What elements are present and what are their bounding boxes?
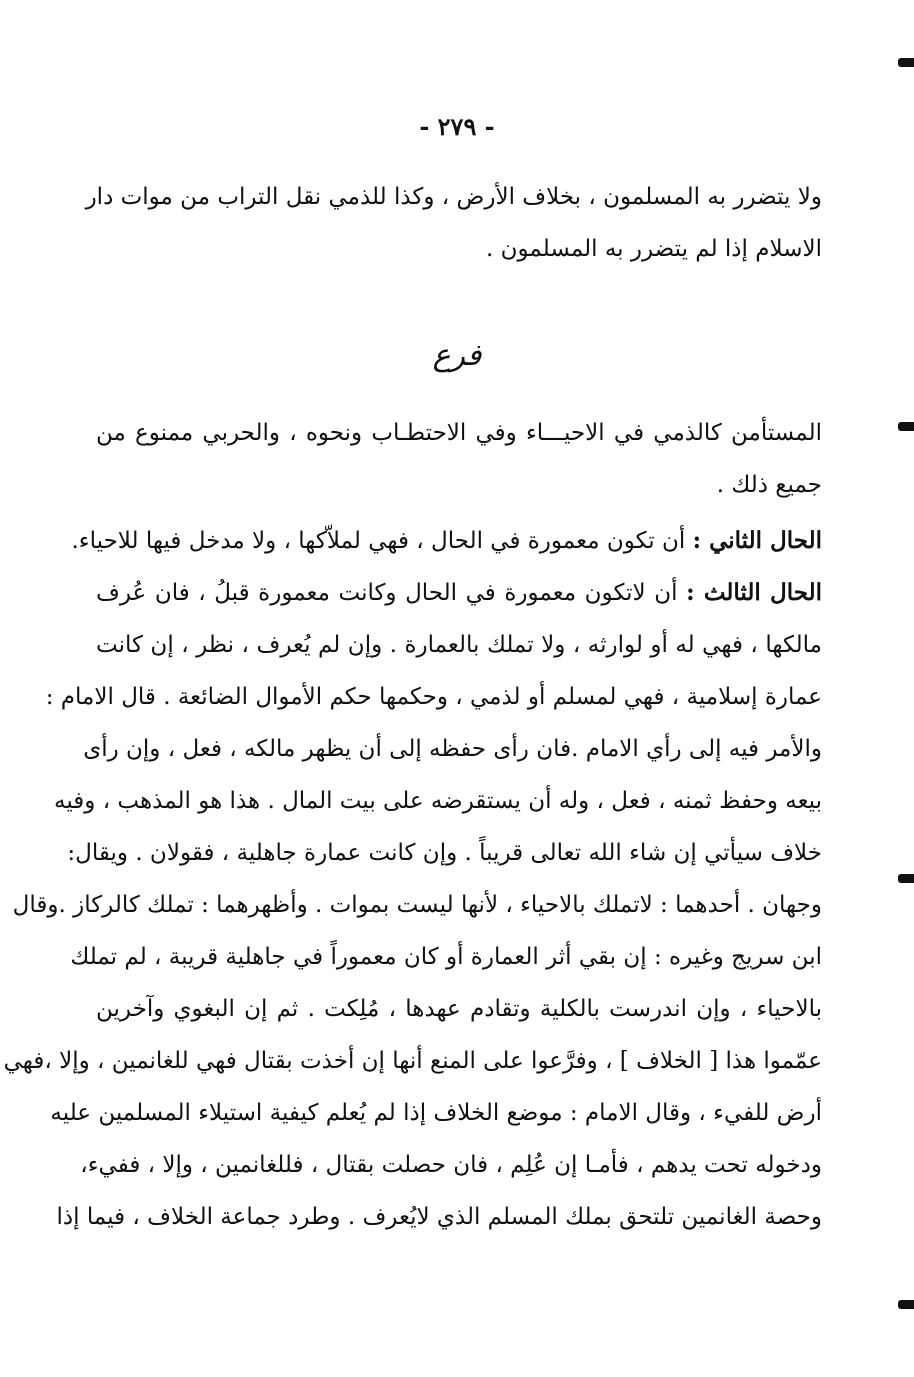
text-line: والأمر فيه إلى رأي الامام .فان رأى حفظه إلى أن يظهر مالكه ، فعل ، وإن رأى [83,736,822,762]
page-number: - ٢٧٩ - [419,112,495,141]
margin-mark [898,874,914,883]
paragraph-3 [71,527,822,580]
text-line: وحصة الغانمين تلتحق بملك المسلم الذي لايُعرف . وطرد جماعة الخلاف ، فيما إذا [56,1204,822,1230]
text-line: جميع ذلك . [716,472,822,498]
text-line: بيعه وحفظ ثمنه ، فعل ، وله أن يستقرضه على بيت المال . هذا هو المذهب ، وفيه [54,788,822,814]
margin-mark [898,422,914,431]
text-line: الاسلام إذا لم يتضرر به المسلمون . [486,236,822,262]
text-line: عمّموا هذا [ الخلاف ] ، وفرَّعوا على المنع أنها إن أخذت بقتال فهي للغانمين ، وإلا ،فهي [3,1048,822,1074]
text-line: بالاحياء ، وإن اندرست بالكلية وتقادم عهدها ، مُلِكت . ثم إن البغوي وآخرين [96,996,822,1022]
text-line: ابن سريج وغيره : إن بقي أثر العمارة أو كان معموراً في جاهلية قريبة ، لم تملك [70,944,822,970]
text-line: ولا يتضرر به المسلمون ، بخلاف الأرض ، وكذا للذمي نقل التراب من موات دار [85,184,822,210]
paragraph-lead: الحال الثالث : [686,579,822,606]
text-line: عمارة إسلامية ، فهي لمسلم أو لذمي ، وحكمها حكم الأموال الضائعة . قال الامام : [45,684,822,710]
text-line: ودخوله تحت يدهم ، فأمـا إن عُلِم ، فان حصلت بقتال ، فللغانمين ، وإلا ، ففيء، [80,1152,822,1178]
paragraph-4 [3,579,822,1256]
line-text: أن لاتكون معمورة في الحال وكانت معمورة قبلُ ، فان عُرف [96,580,687,606]
text-line: وجهان . أحدهما : لاتملك بالاحياء ، لأنها ليست بموات . وأظهرهما : تملك كالركاز .وقال [12,892,822,918]
text-line: المستأمن كالذمي في الاحيـــاء وفي الاحتطـاب ونحوه ، والحربي ممنوع من [96,420,822,446]
margin-mark [898,1300,914,1309]
text-line [71,527,822,580]
margin-mark [898,58,914,67]
paragraph-lead: الحال الثاني : [692,527,822,554]
section-title: فرع [432,338,482,373]
text-line: مالكها ، فهي له أو لوارثه ، ولا تملك بالعمارة . وإن لم يُعرف ، نظر ، إن كانت [96,632,822,658]
line-text: أن تكون معمورة في الحال ، فهي لملاّكها ، ولا مدخل فيها للاحياء. [71,528,693,554]
paragraph-2 [96,420,822,524]
text-line: أرض للفيء ، وقال الامام : موضع الخلاف إذا لم يُعلم كيفية استيلاء المسلمين عليه [50,1100,822,1126]
text-line [96,580,822,632]
paragraph-1 [85,184,822,288]
text-line: خلاف سيأتي إن شاء الله تعالى قريباً . وإن كانت عمارة جاهلية ، فقولان . ويقال: [67,840,822,866]
